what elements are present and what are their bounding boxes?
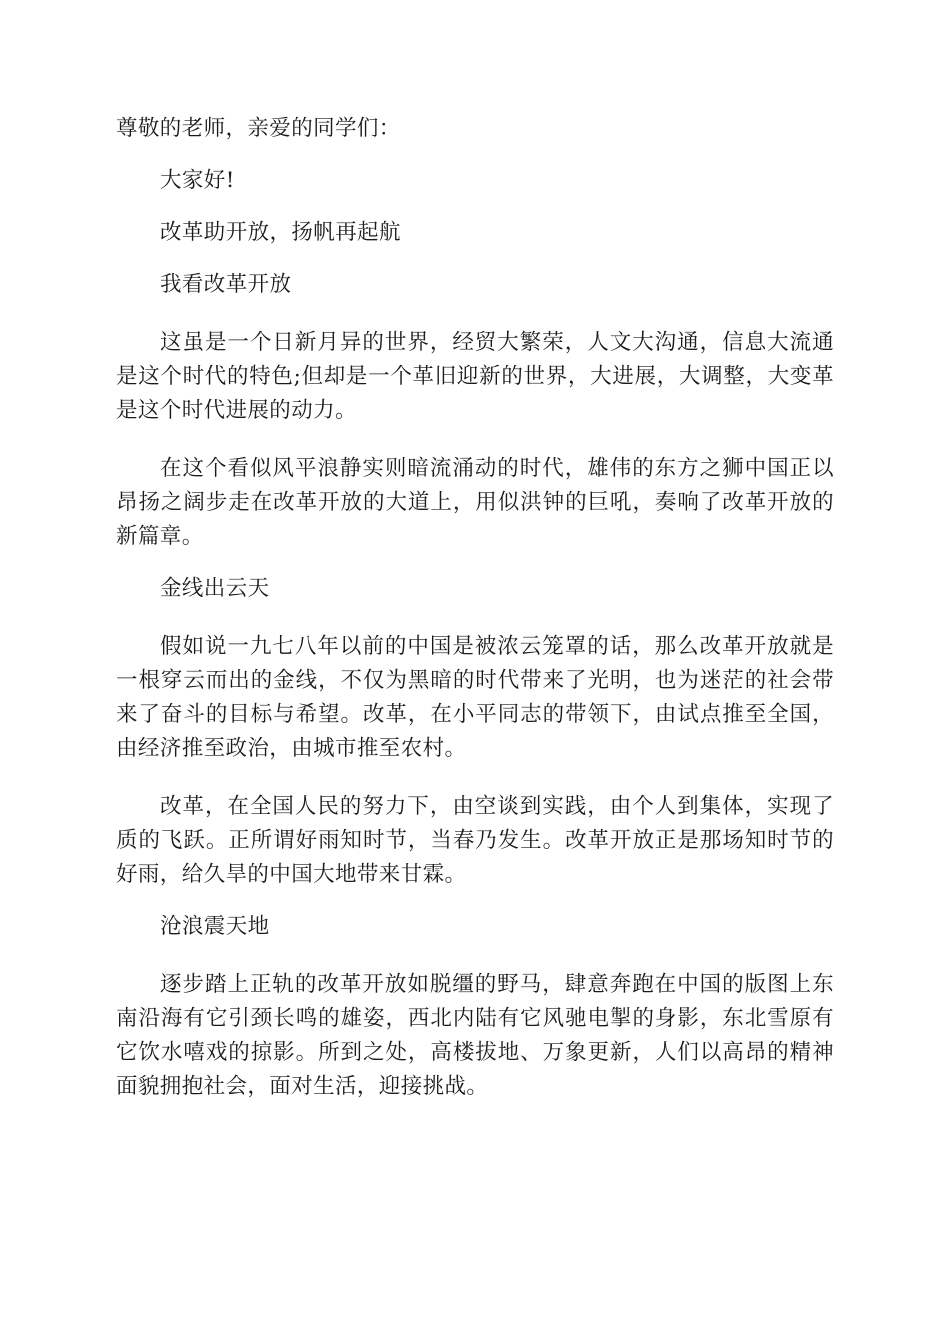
paragraph-4: 改革，在全国人民的努力下，由空谈到实践，由个人到集体，实现了质的飞跃。正所谓好雨知时节，当春乃发生。改革开放正是那场知时节的好雨，给久旱的中国大地带来甘霖。 <box>116 794 834 887</box>
section-heading-3: 沧浪震天地 <box>160 914 270 939</box>
section-heading-1: 我看改革开放 <box>160 272 292 297</box>
section-heading-2: 金线出云天 <box>160 576 270 601</box>
paragraph-1: 这虽是一个日新月异的世界，经贸大繁荣，人文大沟通，信息大流通是这个时代的特色;但却是一个革旧迎新的世界，大进展，大调整，大变革是这个时代进展的动力。 <box>116 330 834 423</box>
document-body <box>116 112 834 1104</box>
hello-line: 大家好! <box>160 168 235 193</box>
paragraph-5: 逐步踏上正轨的改革开放如脱缰的野马，肆意奔跑在中国的版图上东南沿海有它引颈长鸣的雄姿，西北内陆有它风驰电掣的身影，东北雪原有它饮水嘻戏的掠影。所到之处，高楼拔地、万象更新，人们以高昂的精神面貌拥抱社会，面对生活，迎接挑战。 <box>116 972 834 1099</box>
paragraph-3: 假如说一九七八年以前的中国是被浓云笼罩的话，那么改革开放就是一根穿云而出的金线，不仅为黑暗的时代带来了光明，也为迷茫的社会带来了奋斗的目标与希望。改革，在小平同志的带领下，由试点推至全国，由经济推至政治，由城市推至农村。 <box>116 634 834 761</box>
speech-title: 改革助开放，扬帆再起航 <box>160 220 401 245</box>
paragraph-2: 在这个看似风平浪静实则暗流涌动的时代，雄伟的东方之狮中国正以昂扬之阔步走在改革开放的大道上，用似洪钟的巨吼，奏响了改革开放的新篇章。 <box>116 456 834 549</box>
greeting: 尊敬的老师，亲爱的同学们： <box>116 116 401 141</box>
